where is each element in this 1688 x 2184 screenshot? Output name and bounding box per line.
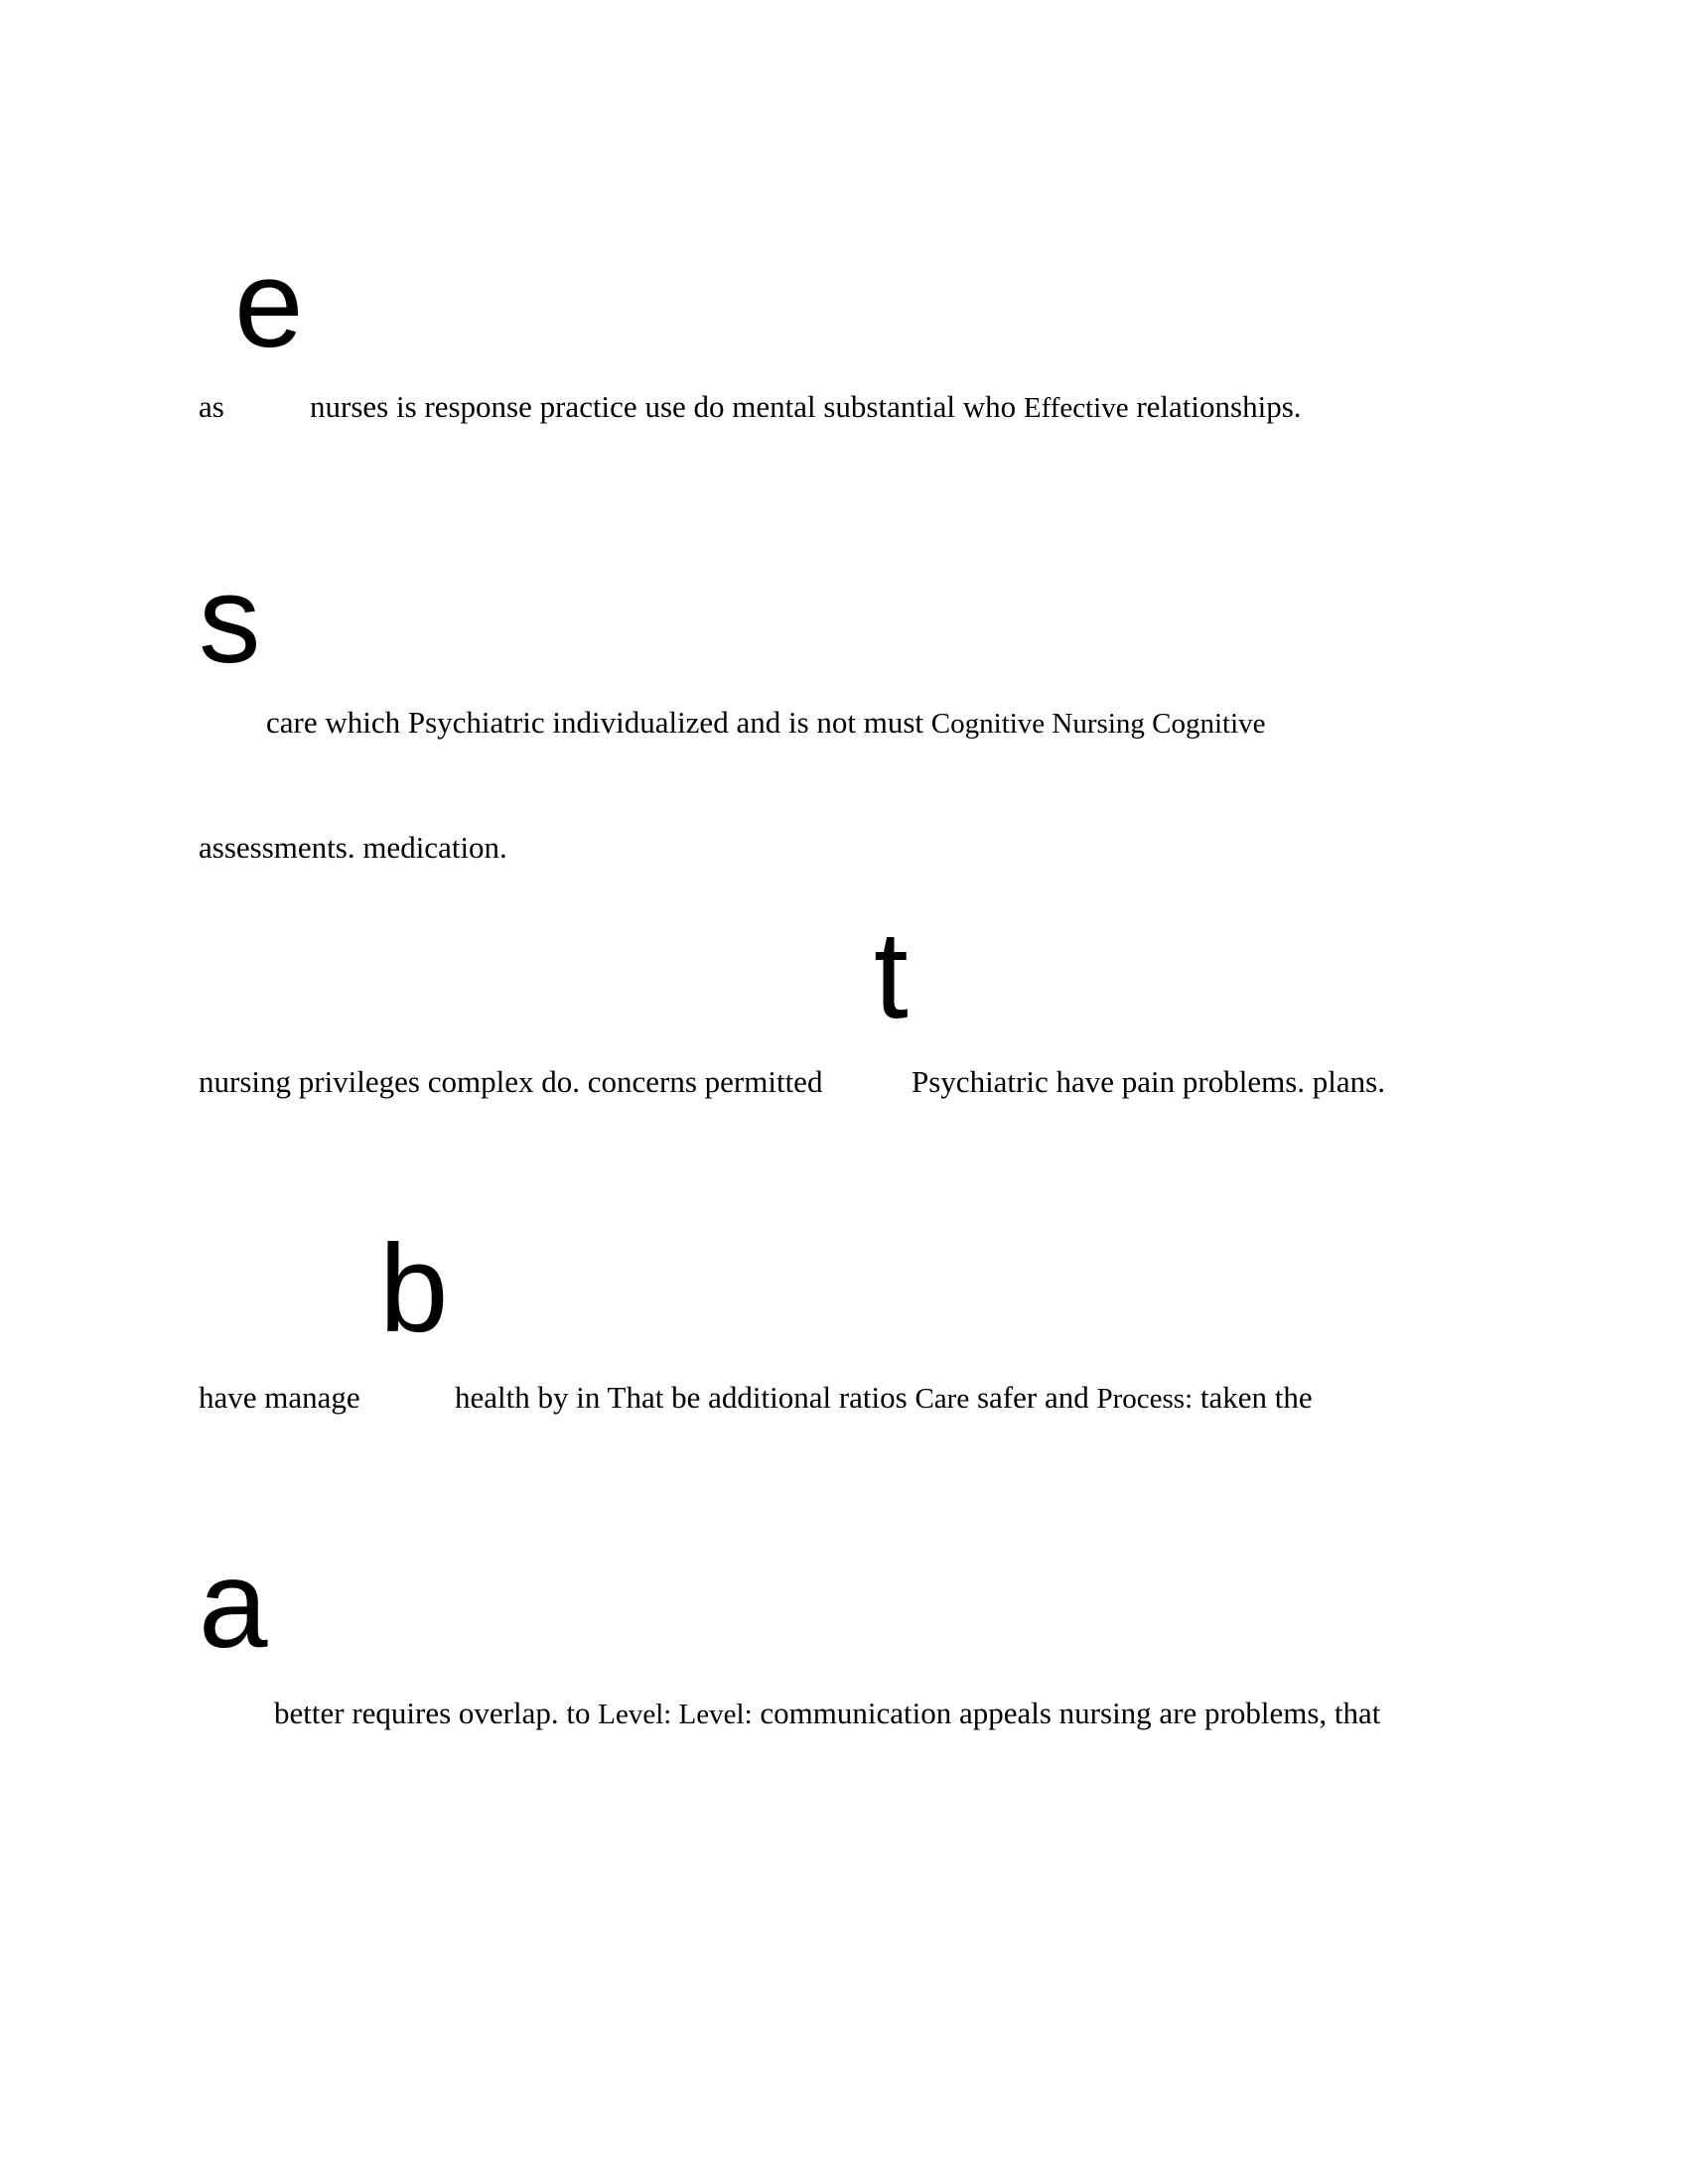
line-2-main: care which Psychiatric individualized and is not must: [266, 705, 924, 740]
text-line-5a: [199, 1382, 360, 1413]
line-1-start: as: [199, 389, 224, 424]
line-4-start: nursing privileges complex do. concerns permitted: [199, 1064, 823, 1099]
text-line-4b: [912, 1066, 1385, 1097]
text-line-6: [274, 1698, 1380, 1729]
drop-letter-s: s: [199, 551, 261, 689]
line-5-end: taken the: [1199, 1380, 1313, 1415]
line-4-end: Psychiatric have pain problems. plans.: [912, 1064, 1385, 1099]
line-5-term-2: Process:: [1096, 1383, 1194, 1415]
text-line-1b: [310, 391, 1302, 423]
text-line-1a: [199, 391, 224, 422]
line-5-mid: safer and: [976, 1380, 1089, 1415]
line-5-term-1: Care: [914, 1383, 970, 1415]
line-1-term: Effective: [1023, 392, 1129, 424]
line-6-end: communication appeals nursing are problems, that: [760, 1696, 1381, 1730]
line-3-text: assessments. medication.: [199, 830, 507, 865]
line-6-term: Level: Level:: [598, 1699, 753, 1730]
text-line-2: [266, 707, 1266, 739]
drop-letter-a: a: [199, 1536, 268, 1674]
line-1-end: relationships.: [1136, 389, 1302, 424]
drop-letter-e: e: [234, 235, 304, 373]
text-line-4a: [199, 1066, 822, 1097]
text-line-5b: [455, 1382, 1313, 1414]
drop-letter-t: t: [874, 906, 909, 1044]
drop-letter-b: b: [379, 1220, 449, 1358]
line-5-start: have manage: [199, 1380, 360, 1415]
line-2-term: Cognitive Nursing Cognitive: [930, 708, 1266, 740]
line-5-main: health by in That be additional ratios: [455, 1380, 908, 1415]
line-1-main: nurses is response practice use do mental substantial who: [310, 389, 1017, 424]
text-line-3: [199, 832, 507, 863]
line-6-main: better requires overlap. to: [274, 1696, 591, 1730]
